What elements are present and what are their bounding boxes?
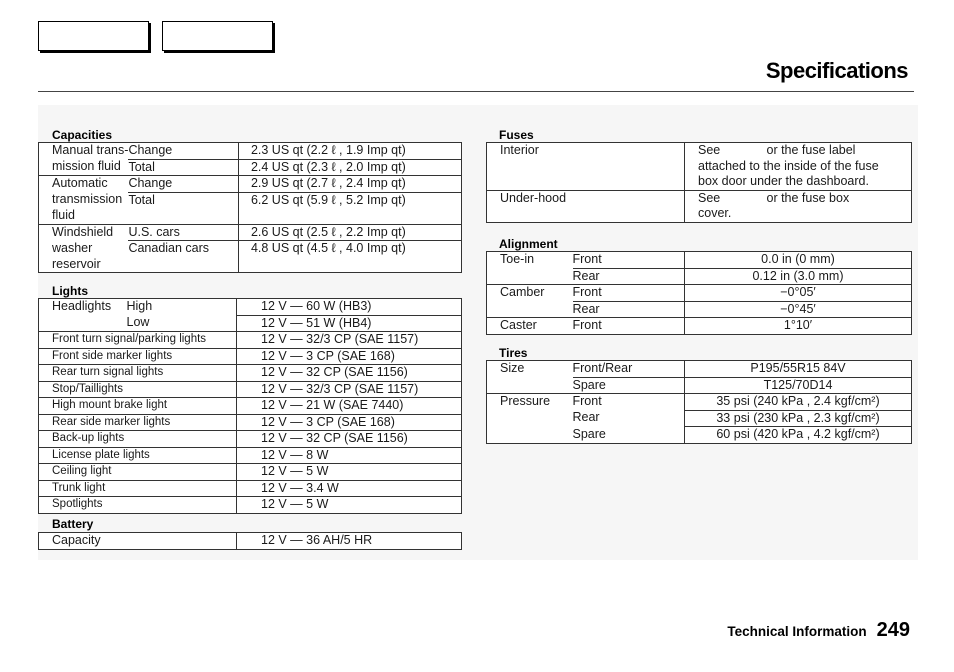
table-row [39,143,462,160]
battery-table [38,532,462,550]
table-cell [487,377,573,394]
table-row [39,257,462,273]
table-cell: 12 V — 51 W (HB4) [237,315,462,332]
table-cell: 33 psi (230 kPa , 2.3 kgf/cm²) [685,410,912,427]
table-row [39,208,462,224]
table-cell: 12 V — 32/3 CP (SAE 1157) [237,381,462,398]
table-cell: 12 V — 36 AH/5 HR [237,533,462,550]
table-cell: Front [573,252,685,269]
table-cell: Capacity [52,533,101,547]
page-title: Specifications [765,58,908,83]
table-cell [39,315,127,332]
table-row [39,159,462,176]
table-row [39,398,462,415]
table-row [487,252,912,269]
table-cell: Size [500,361,525,375]
table-row [487,394,912,411]
page-footer [727,619,910,642]
table-cell [487,427,573,444]
table-cell: Rear turn signal lights [39,365,237,382]
table-row [39,447,462,464]
table-cell: 12 V — 3 CP (SAE 168) [237,414,462,431]
table-row [487,190,912,206]
table-cell [128,208,238,224]
table-row [39,533,462,550]
table-row [487,410,912,427]
table-row [39,381,462,398]
capacities-heading: Capacities [52,128,113,142]
table-cell: Rear [572,410,600,424]
title-divider [38,91,914,92]
table-cell: See [685,190,767,206]
table-cell: Spotlights [52,498,103,510]
table-cell: reservoir [52,256,101,271]
table-cell: Trunk light [39,480,237,497]
table-row [487,143,912,159]
table-row [39,480,462,497]
table-cell: 2.6 US qt (2.5 ℓ , 2.2 Imp qt) [238,224,461,241]
table-cell: box door under the dashboard. [685,174,912,190]
table-cell: Back-up lights [39,431,237,448]
table-row [487,268,912,285]
table-cell: Front turn signal/parking lights [39,332,237,349]
table-cell: 60 psi (420 kPa , 4.2 kgf/cm²) [685,427,912,444]
table-cell: Automatic [52,176,108,190]
table-cell: 2.9 US qt (2.7 ℓ , 2.4 Imp qt) [238,176,461,193]
table-cell: 2.4 US qt (2.3 ℓ , 2.0 Imp qt) [238,159,461,176]
tires-heading: Tires [499,346,528,360]
table-cell: Ceiling light [39,464,237,481]
table-cell: Rear side marker lights [39,414,237,431]
alignment-heading: Alignment [499,237,558,251]
table-cell: 12 V — 3.4 W [237,480,462,497]
table-row [39,497,462,514]
table-cell: Pressure [500,394,551,408]
table-row [487,285,912,302]
table-cell: Stop/Taillights [39,381,237,398]
table-cell: 4.8 US qt (4.5 ℓ , 4.0 Imp qt) [238,241,461,257]
table-cell: Spare [572,426,606,441]
table-cell: Manual trans- [52,143,129,157]
table-cell: Interior [500,143,539,157]
table-cell: 6.2 US qt (5.9 ℓ , 5.2 Imp qt) [238,192,461,208]
table-cell: washer [52,240,93,255]
table-cell: −0°45′ [685,301,912,318]
table-cell: High [126,299,153,313]
table-cell: or the fuse label [766,143,856,157]
table-row [39,224,462,241]
table-cell: 0.12 in (3.0 mm) [685,268,912,285]
table-cell: 12 V — 8 W [237,447,462,464]
lights-heading: Lights [52,284,88,298]
table-cell: 1°10′ [685,318,912,335]
footer-section-label: Technical Information [727,624,867,639]
page-number: 249 [876,619,910,641]
table-cell [128,257,238,273]
table-row [487,427,912,444]
table-row [39,332,462,349]
table-row [487,361,912,378]
table-row [39,431,462,448]
table-cell: 0.0 in (0 mm) [685,252,912,269]
table-row [39,299,462,316]
table-cell: Low [127,315,237,332]
tires-table [486,360,912,444]
table-cell: or the fuse box [766,190,850,205]
table-row [487,301,912,318]
table-cell: Canadian cars [128,241,210,255]
lights-table [38,298,462,514]
table-cell: Camber [500,285,545,299]
table-row [39,176,462,193]
table-cell: Total [128,159,238,176]
table-cell: See [685,143,767,159]
table-row [487,377,912,394]
table-cell: 12 V — 32/3 CP (SAE 1157) [237,332,462,349]
table-cell [487,410,573,427]
table-cell: 12 V — 60 W (HB3) [237,299,462,316]
table-cell: Front [573,285,685,302]
table-row [39,348,462,365]
nav-button-1[interactable] [38,21,149,51]
table-cell: Under-hood [500,190,567,205]
table-cell: −0°05′ [685,285,912,302]
table-cell: High mount brake light [39,398,237,415]
table-cell: cover. [685,206,912,222]
table-cell: Front [572,394,602,408]
table-cell: fluid [39,208,129,224]
table-cell: P195/55R15 84V [685,361,912,378]
table-cell [487,268,573,285]
table-cell: Toe-in [500,252,535,266]
table-row [39,315,462,332]
table-cell: Spare [573,377,685,394]
table-cell [238,208,461,224]
table-cell [487,159,685,175]
table-cell: 12 V — 5 W [237,464,462,481]
fuses-table [486,142,912,223]
table-cell: Total [128,192,155,207]
table-cell: 12 V — 5 W [237,497,462,514]
table-cell: 12 V — 3 CP (SAE 168) [237,348,462,365]
table-cell: 12 V — 32 CP (SAE 1156) [237,365,462,382]
table-cell: 2.3 US qt (2.2 ℓ , 1.9 Imp qt) [238,143,461,160]
alignment-table [486,251,912,335]
table-cell: U.S. cars [128,224,238,241]
table-row [487,206,912,222]
table-cell: Front side marker lights [39,348,237,365]
table-cell: Headlights [52,299,112,313]
table-cell: Change [128,176,238,193]
nav-button-2[interactable] [162,21,273,51]
battery-heading: Battery [52,517,94,531]
table-cell [487,206,685,222]
table-cell: License plate lights [39,447,237,464]
table-row [39,365,462,382]
table-cell: 12 V — 32 CP (SAE 1156) [237,431,462,448]
table-row [39,192,462,208]
table-row [39,414,462,431]
table-cell: mission fluid [39,159,129,176]
table-cell: transmission [52,192,123,206]
table-cell: Windshield [52,224,114,239]
table-row [487,318,912,335]
table-cell: Front/Rear [573,361,685,378]
table-cell: Rear [573,301,685,318]
table-cell: Rear [573,268,685,285]
table-cell: T125/70D14 [685,377,912,394]
table-cell: Change [128,143,238,160]
capacities-table [38,142,462,273]
table-row [487,159,912,175]
table-cell [487,174,685,190]
table-cell: Caster [500,318,537,332]
table-row [39,464,462,481]
table-row [487,174,912,190]
table-cell: Front [572,318,602,332]
table-cell: attached to the inside of the fuse [685,159,912,175]
table-cell [238,257,461,273]
table-row [39,241,462,257]
table-cell: 12 V — 21 W (SAE 7440) [237,398,462,415]
fuses-heading: Fuses [499,128,534,142]
table-cell: 35 psi (240 kPa , 2.4 kgf/cm²) [685,394,912,411]
table-cell [487,301,573,318]
